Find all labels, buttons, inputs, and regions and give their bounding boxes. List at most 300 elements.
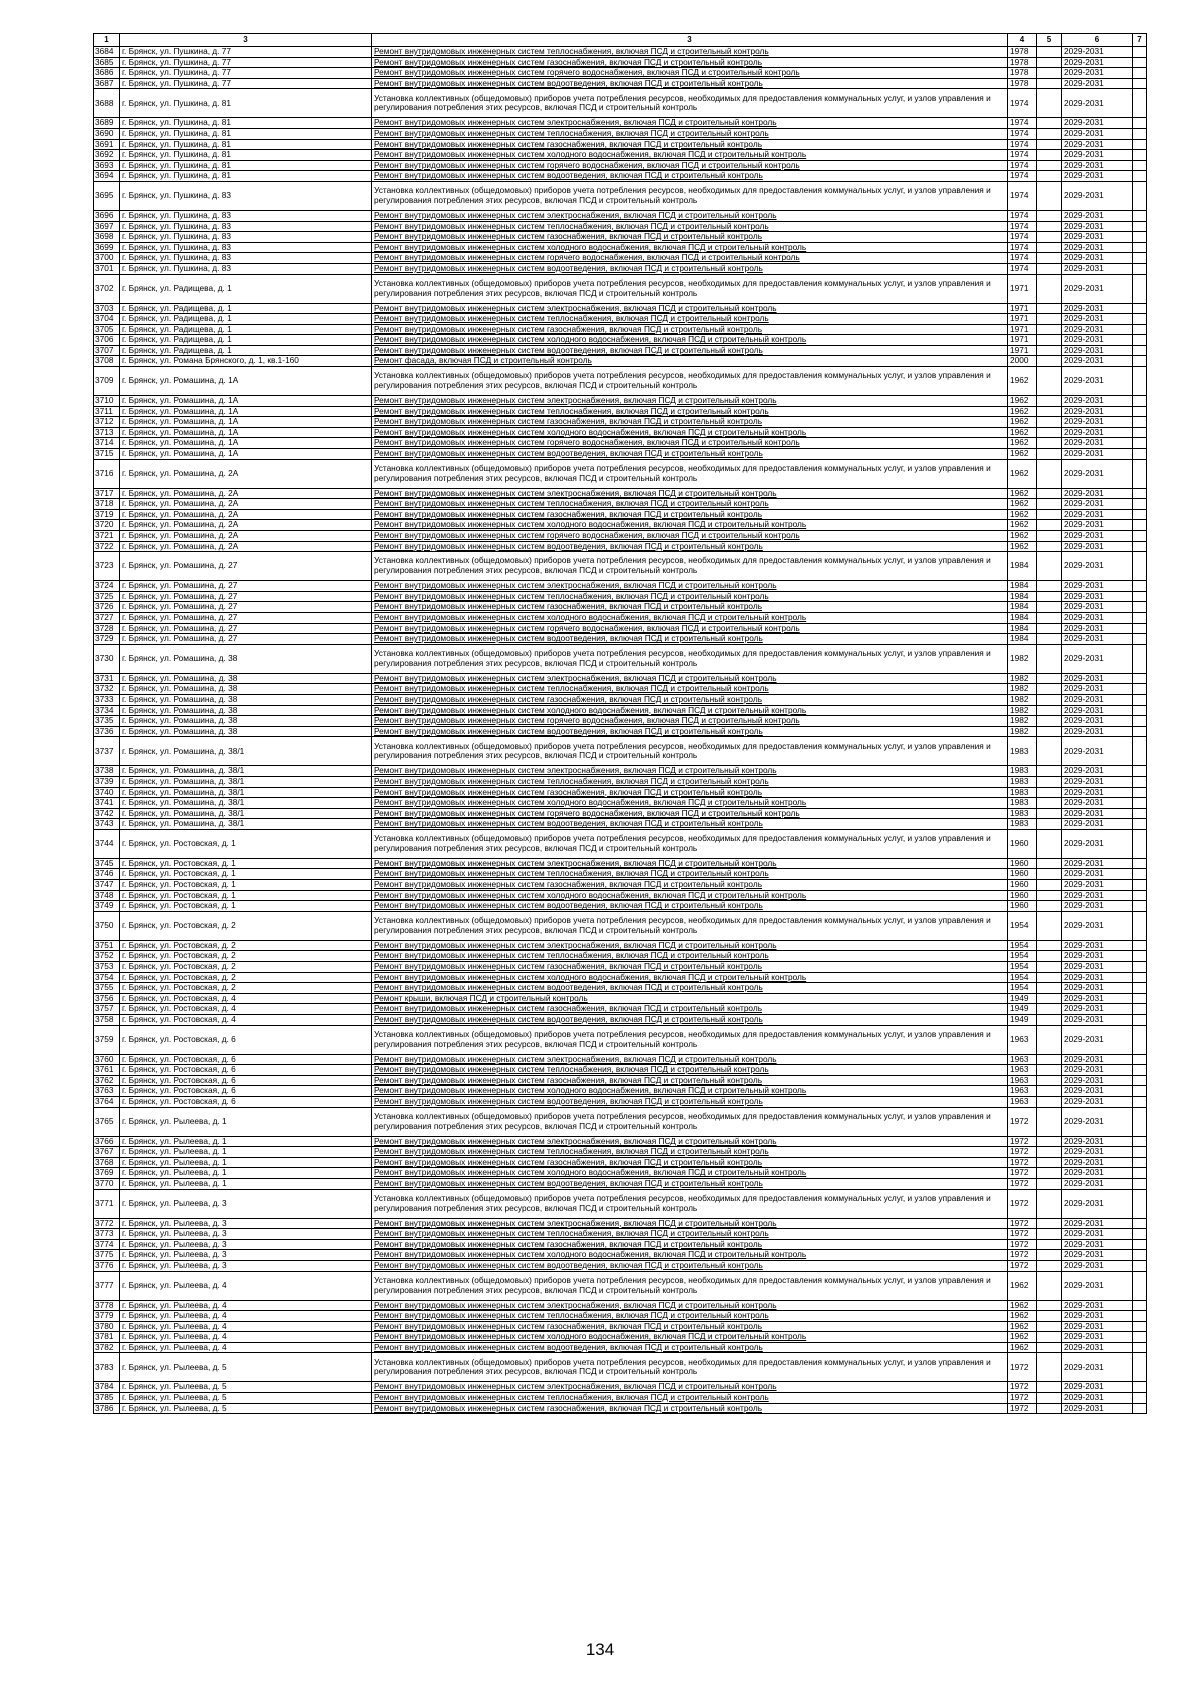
row-work: Установка коллективных (общедомовых) приборов учета потребления ресурсов, необходимых для предоставления коммунальных услуг, и узлов управления и регулирования потребления этих ресурсов, включая ПСД и строительный контроль (372, 552, 1008, 581)
row-period: 2029-2031 (1062, 181, 1133, 210)
row-number: 3700 (94, 253, 120, 264)
row-address: г. Брянск, ул. Ростовская, д. 6 (120, 1075, 372, 1086)
row-address: г. Брянск, ул. Рылеева, д. 1 (120, 1168, 372, 1179)
row-address: г. Брянск, ул. Рылеева, д. 5 (120, 1353, 372, 1382)
row-year: 1984 (1008, 634, 1037, 645)
row-work: Ремонт внутридомовых инженерных систем горячего водоснабжения, включая ПСД и строительный контроль (372, 438, 1008, 449)
row-number: 3730 (94, 644, 120, 673)
row-address: г. Брянск, ул. Пушкина, д. 83 (120, 253, 372, 264)
row-address: г. Брянск, ул. Рылеева, д. 3 (120, 1229, 372, 1240)
row-address: г. Брянск, ул. Ростовская, д. 4 (120, 993, 372, 1004)
row-number: 3776 (94, 1260, 120, 1271)
row-work: Ремонт внутридомовых инженерных систем теплоснабжения, включая ПСД и строительный контроль (372, 1229, 1008, 1240)
table-row (94, 880, 1147, 891)
row-year: 1960 (1008, 880, 1037, 891)
row-address: г. Брянск, ул. Рылеева, д. 5 (120, 1393, 372, 1404)
row-year: 1972 (1008, 1239, 1037, 1250)
row-col7 (1133, 673, 1147, 684)
table-row (94, 118, 1147, 129)
row-year: 1962 (1008, 367, 1037, 396)
row-col5 (1037, 673, 1062, 684)
row-period: 2029-2031 (1062, 634, 1133, 645)
row-year: 1962 (1008, 520, 1037, 531)
table-row (94, 1353, 1147, 1382)
row-year: 1954 (1008, 911, 1037, 940)
row-work: Ремонт внутридомовых инженерных систем электроснабжения, включая ПСД и строительный контроль (372, 210, 1008, 221)
row-year: 1974 (1008, 160, 1037, 171)
row-col7 (1133, 858, 1147, 869)
row-col7 (1133, 139, 1147, 150)
row-address: г. Брянск, ул. Рылеева, д. 3 (120, 1189, 372, 1218)
row-number: 3693 (94, 160, 120, 171)
table-row (94, 766, 1147, 777)
row-col7 (1133, 345, 1147, 356)
row-work: Ремонт внутридомовых инженерных систем водоотведения, включая ПСД и строительный контроль (372, 1260, 1008, 1271)
row-col5 (1037, 716, 1062, 727)
row-year: 1972 (1008, 1260, 1037, 1271)
row-address: г. Брянск, ул. Ростовская, д. 6 (120, 1086, 372, 1097)
row-address: г. Брянск, ул. Ромашина, д. 38 (120, 673, 372, 684)
table-row (94, 232, 1147, 243)
row-number: 3733 (94, 694, 120, 705)
row-col7 (1133, 766, 1147, 777)
row-number: 3694 (94, 171, 120, 182)
row-year: 1972 (1008, 1178, 1037, 1189)
row-col7 (1133, 612, 1147, 623)
row-number: 3739 (94, 776, 120, 787)
row-col7 (1133, 118, 1147, 129)
row-number: 3755 (94, 983, 120, 994)
row-work: Ремонт крыши, включая ПСД и строительный контроль (372, 993, 1008, 1004)
row-year: 1974 (1008, 171, 1037, 182)
row-period: 2029-2031 (1062, 1229, 1133, 1240)
row-year: 1984 (1008, 612, 1037, 623)
row-number: 3745 (94, 858, 120, 869)
row-period: 2029-2031 (1062, 406, 1133, 417)
row-number: 3709 (94, 367, 120, 396)
row-work: Ремонт внутридомовых инженерных систем газоснабжения, включая ПСД и строительный контроль (372, 787, 1008, 798)
row-col7 (1133, 1178, 1147, 1189)
row-period: 2029-2031 (1062, 602, 1133, 613)
row-col5 (1037, 1107, 1062, 1136)
table-row (94, 552, 1147, 581)
row-period: 2029-2031 (1062, 171, 1133, 182)
row-year: 1983 (1008, 798, 1037, 809)
row-year: 1962 (1008, 417, 1037, 428)
row-address: г. Брянск, ул. Пушкина, д. 83 (120, 221, 372, 232)
row-period: 2029-2031 (1062, 673, 1133, 684)
row-number: 3708 (94, 356, 120, 367)
table-row (94, 520, 1147, 531)
table-row (94, 396, 1147, 407)
row-col5 (1037, 1218, 1062, 1229)
row-period: 2029-2031 (1062, 880, 1133, 891)
row-period: 2029-2031 (1062, 1353, 1133, 1382)
row-year: 1963 (1008, 1086, 1037, 1097)
table-row (94, 1332, 1147, 1343)
row-period: 2029-2031 (1062, 520, 1133, 531)
table-row (94, 602, 1147, 613)
row-work: Ремонт внутридомовых инженерных систем газоснабжения, включая ПСД и строительный контроль (372, 1075, 1008, 1086)
row-number: 3691 (94, 139, 120, 150)
table-row (94, 858, 1147, 869)
row-work: Ремонт внутридомовых инженерных систем водоотведения, включая ПСД и строительный контроль (372, 634, 1008, 645)
row-work: Установка коллективных (общедомовых) приборов учета потребления ресурсов, необходимых для предоставления коммунальных услуг, и узлов управления и регулирования потребления этих ресурсов, включая ПСД и строительный контроль (372, 89, 1008, 118)
row-col7 (1133, 993, 1147, 1004)
row-work: Установка коллективных (общедомовых) приборов учета потребления ресурсов, необходимых для предоставления коммунальных услуг, и узлов управления и регулирования потребления этих ресурсов, включая ПСД и строительный контроль (372, 181, 1008, 210)
row-year: 1960 (1008, 858, 1037, 869)
table-row (94, 962, 1147, 973)
row-col7 (1133, 499, 1147, 510)
row-period: 2029-2031 (1062, 951, 1133, 962)
row-number: 3774 (94, 1239, 120, 1250)
row-year: 1962 (1008, 499, 1037, 510)
row-work: Ремонт внутридомовых инженерных систем газоснабжения, включая ПСД и строительный контроль (372, 57, 1008, 68)
table-row (94, 951, 1147, 962)
row-period: 2029-2031 (1062, 438, 1133, 449)
row-address: г. Брянск, ул. Ростовская, д. 1 (120, 869, 372, 880)
row-year: 1982 (1008, 684, 1037, 695)
table-row (94, 1107, 1147, 1136)
row-work: Ремонт внутридомовых инженерных систем теплоснабжения, включая ПСД и строительный контроль (372, 128, 1008, 139)
table-row (94, 47, 1147, 58)
row-col5 (1037, 541, 1062, 552)
row-col7 (1133, 253, 1147, 264)
row-period: 2029-2031 (1062, 1342, 1133, 1353)
row-work: Установка коллективных (общедомовых) приборов учета потребления ресурсов, необходимых для предоставления коммунальных услуг, и узлов управления и регулирования потребления этих ресурсов, включая ПСД и строительный контроль (372, 1353, 1008, 1382)
row-year: 1984 (1008, 552, 1037, 581)
table-row (94, 1218, 1147, 1229)
row-number: 3732 (94, 684, 120, 695)
row-work: Ремонт внутридомовых инженерных систем горячего водоснабжения, включая ПСД и строительный контроль (372, 623, 1008, 634)
row-work: Ремонт внутридомовых инженерных систем холодного водоснабжения, включая ПСД и строительный контроль (372, 890, 1008, 901)
row-col7 (1133, 57, 1147, 68)
row-number: 3729 (94, 634, 120, 645)
row-col5 (1037, 459, 1062, 488)
row-year: 1972 (1008, 1147, 1037, 1158)
row-number: 3724 (94, 581, 120, 592)
row-work: Ремонт внутридомовых инженерных систем водоотведения, включая ПСД и строительный контроль (372, 449, 1008, 460)
row-work: Ремонт внутридомовых инженерных систем электроснабжения, включая ПСД и строительный контроль (372, 1136, 1008, 1147)
row-address: г. Брянск, ул. Пушкина, д. 81 (120, 118, 372, 129)
row-number: 3752 (94, 951, 120, 962)
row-period: 2029-2031 (1062, 449, 1133, 460)
row-year: 1974 (1008, 242, 1037, 253)
row-period: 2029-2031 (1062, 1393, 1133, 1404)
row-col7 (1133, 716, 1147, 727)
row-period: 2029-2031 (1062, 221, 1133, 232)
row-col7 (1133, 427, 1147, 438)
row-year: 1972 (1008, 1250, 1037, 1261)
table-row (94, 694, 1147, 705)
row-col7 (1133, 78, 1147, 89)
row-year: 1962 (1008, 1332, 1037, 1343)
row-period: 2029-2031 (1062, 787, 1133, 798)
row-address: г. Брянск, ул. Пушкина, д. 81 (120, 171, 372, 182)
row-col7 (1133, 644, 1147, 673)
row-period: 2029-2031 (1062, 417, 1133, 428)
table-row (94, 1342, 1147, 1353)
row-address: г. Брянск, ул. Романа Брянского, д. 1, кв.1-160 (120, 356, 372, 367)
row-work: Ремонт внутридомовых инженерных систем водоотведения, включая ПСД и строительный контроль (372, 171, 1008, 182)
row-col5 (1037, 591, 1062, 602)
row-work: Ремонт внутридомовых инженерных систем теплоснабжения, включая ПСД и строительный контроль (372, 314, 1008, 325)
row-col5 (1037, 858, 1062, 869)
row-col7 (1133, 1239, 1147, 1250)
row-period: 2029-2031 (1062, 139, 1133, 150)
table-row (94, 737, 1147, 766)
row-work: Ремонт внутридомовых инженерных систем электроснабжения, включая ПСД и строительный контроль (372, 303, 1008, 314)
row-work: Ремонт внутридомовых инженерных систем холодного водоснабжения, включая ПСД и строительный контроль (372, 1168, 1008, 1179)
row-work: Ремонт внутридомовых инженерных систем электроснабжения, включая ПСД и строительный контроль (372, 581, 1008, 592)
row-number: 3741 (94, 798, 120, 809)
row-work: Ремонт внутридомовых инженерных систем электроснабжения, включая ПСД и строительный контроль (372, 396, 1008, 407)
row-number: 3765 (94, 1107, 120, 1136)
table-row (94, 808, 1147, 819)
row-col7 (1133, 356, 1147, 367)
row-work: Ремонт внутридомовых инженерных систем холодного водоснабжения, включая ПСД и строительный контроль (372, 705, 1008, 716)
row-work: Ремонт внутридомовых инженерных систем горячего водоснабжения, включая ПСД и строительный контроль (372, 808, 1008, 819)
row-year: 1978 (1008, 78, 1037, 89)
row-col7 (1133, 787, 1147, 798)
row-year: 1971 (1008, 314, 1037, 325)
row-col5 (1037, 940, 1062, 951)
row-number: 3728 (94, 623, 120, 634)
row-work: Ремонт внутридомовых инженерных систем газоснабжения, включая ПСД и строительный контроль (372, 1239, 1008, 1250)
row-col5 (1037, 634, 1062, 645)
table-row (94, 890, 1147, 901)
row-number: 3756 (94, 993, 120, 1004)
row-col7 (1133, 459, 1147, 488)
row-address: г. Брянск, ул. Ромашина, д. 27 (120, 602, 372, 613)
row-year: 1949 (1008, 1015, 1037, 1026)
row-period: 2029-2031 (1062, 314, 1133, 325)
row-number: 3723 (94, 552, 120, 581)
row-work: Ремонт внутридомовых инженерных систем теплоснабжения, включая ПСД и строительный контроль (372, 221, 1008, 232)
row-col5 (1037, 869, 1062, 880)
row-address: г. Брянск, ул. Ромашина, д. 38/1 (120, 819, 372, 830)
row-work: Ремонт внутридомовых инженерных систем горячего водоснабжения, включая ПСД и строительный контроль (372, 68, 1008, 79)
row-address: г. Брянск, ул. Радищева, д. 1 (120, 303, 372, 314)
row-col7 (1133, 449, 1147, 460)
row-address: г. Брянск, ул. Ромашина, д. 38/1 (120, 776, 372, 787)
row-address: г. Брянск, ул. Ростовская, д. 2 (120, 972, 372, 983)
row-number: 3782 (94, 1342, 120, 1353)
row-number: 3696 (94, 210, 120, 221)
row-year: 1982 (1008, 673, 1037, 684)
table-row (94, 1271, 1147, 1300)
row-period: 2029-2031 (1062, 694, 1133, 705)
row-address: г. Брянск, ул. Ромашина, д. 38/1 (120, 798, 372, 809)
row-address: г. Брянск, ул. Пушкина, д. 77 (120, 78, 372, 89)
row-period: 2029-2031 (1062, 1403, 1133, 1414)
row-col5 (1037, 499, 1062, 510)
row-year: 1963 (1008, 1075, 1037, 1086)
row-period: 2029-2031 (1062, 78, 1133, 89)
row-number: 3772 (94, 1218, 120, 1229)
row-period: 2029-2031 (1062, 552, 1133, 581)
row-work: Ремонт внутридомовых инженерных систем электроснабжения, включая ПСД и строительный контроль (372, 1218, 1008, 1229)
row-number: 3685 (94, 57, 120, 68)
row-number: 3759 (94, 1025, 120, 1054)
row-address: г. Брянск, ул. Ростовская, д. 2 (120, 911, 372, 940)
table-row (94, 1025, 1147, 1054)
row-address: г. Брянск, ул. Пушкина, д. 81 (120, 139, 372, 150)
row-col7 (1133, 128, 1147, 139)
row-number: 3689 (94, 118, 120, 129)
row-work: Ремонт внутридомовых инженерных систем теплоснабжения, включая ПСД и строительный контроль (372, 869, 1008, 880)
row-work: Ремонт внутридомовых инженерных систем электроснабжения, включая ПСД и строительный контроль (372, 766, 1008, 777)
row-address: г. Брянск, ул. Пушкина, д. 83 (120, 232, 372, 243)
row-work: Ремонт внутридомовых инженерных систем газоснабжения, включая ПСД и строительный контроль (372, 962, 1008, 973)
row-year: 1972 (1008, 1168, 1037, 1179)
row-col7 (1133, 1107, 1147, 1136)
row-col5 (1037, 221, 1062, 232)
row-col5 (1037, 829, 1062, 858)
row-number: 3785 (94, 1393, 120, 1404)
row-period: 2029-2031 (1062, 509, 1133, 520)
row-year: 1971 (1008, 303, 1037, 314)
row-col5 (1037, 160, 1062, 171)
row-period: 2029-2031 (1062, 1382, 1133, 1393)
row-number: 3746 (94, 869, 120, 880)
row-col7 (1133, 150, 1147, 161)
row-year: 1982 (1008, 726, 1037, 737)
row-period: 2029-2031 (1062, 644, 1133, 673)
row-year: 1962 (1008, 1342, 1037, 1353)
table-row (94, 263, 1147, 274)
table-row (94, 488, 1147, 499)
row-work: Ремонт внутридомовых инженерных систем теплоснабжения, включая ПСД и строительный контроль (372, 684, 1008, 695)
row-col7 (1133, 552, 1147, 581)
row-year: 1972 (1008, 1229, 1037, 1240)
row-col7 (1133, 68, 1147, 79)
row-col7 (1133, 1189, 1147, 1218)
row-period: 2029-2031 (1062, 1321, 1133, 1332)
row-period: 2029-2031 (1062, 232, 1133, 243)
table-row (94, 427, 1147, 438)
row-work: Ремонт внутридомовых инженерных систем газоснабжения, включая ПСД и строительный контроль (372, 509, 1008, 520)
row-col5 (1037, 1096, 1062, 1107)
row-address: г. Брянск, ул. Ромашина, д. 38 (120, 644, 372, 673)
table-row (94, 531, 1147, 542)
row-work: Установка коллективных (общедомовых) приборов учета потребления ресурсов, необходимых для предоставления коммунальных услуг, и узлов управления и регулирования потребления этих ресурсов, включая ПСД и строительный контроль (372, 829, 1008, 858)
table-row (94, 1382, 1147, 1393)
row-address: г. Брянск, ул. Ромашина, д. 1А (120, 396, 372, 407)
row-year: 1971 (1008, 324, 1037, 335)
row-year: 1974 (1008, 221, 1037, 232)
row-period: 2029-2031 (1062, 911, 1133, 940)
row-number: 3780 (94, 1321, 120, 1332)
row-work: Ремонт внутридомовых инженерных систем газоснабжения, включая ПСД и строительный контроль (372, 232, 1008, 243)
row-period: 2029-2031 (1062, 766, 1133, 777)
row-col5 (1037, 1271, 1062, 1300)
row-period: 2029-2031 (1062, 253, 1133, 264)
row-period: 2029-2031 (1062, 1300, 1133, 1311)
row-period: 2029-2031 (1062, 1025, 1133, 1054)
row-year: 1954 (1008, 940, 1037, 951)
row-year: 1954 (1008, 951, 1037, 962)
row-number: 3770 (94, 1178, 120, 1189)
row-address: г. Брянск, ул. Ромашина, д. 38/1 (120, 766, 372, 777)
row-work: Ремонт внутридомовых инженерных систем газоснабжения, включая ПСД и строительный контроль (372, 324, 1008, 335)
table-row (94, 1075, 1147, 1086)
row-col7 (1133, 1271, 1147, 1300)
row-number: 3690 (94, 128, 120, 139)
row-col7 (1133, 581, 1147, 592)
row-work: Ремонт внутридомовых инженерных систем электроснабжения, включая ПСД и строительный контроль (372, 1054, 1008, 1065)
row-col5 (1037, 57, 1062, 68)
row-work: Ремонт внутридомовых инженерных систем горячего водоснабжения, включая ПСД и строительный контроль (372, 531, 1008, 542)
row-col7 (1133, 962, 1147, 973)
row-col5 (1037, 417, 1062, 428)
row-number: 3686 (94, 68, 120, 79)
row-period: 2029-2031 (1062, 356, 1133, 367)
row-number: 3721 (94, 531, 120, 542)
row-number: 3697 (94, 221, 120, 232)
row-period: 2029-2031 (1062, 499, 1133, 510)
row-period: 2029-2031 (1062, 303, 1133, 314)
row-work: Ремонт внутридомовых инженерных систем водоотведения, включая ПСД и строительный контроль (372, 541, 1008, 552)
row-address: г. Брянск, ул. Ростовская, д. 2 (120, 962, 372, 973)
row-col5 (1037, 819, 1062, 830)
row-col7 (1133, 808, 1147, 819)
row-col7 (1133, 1403, 1147, 1414)
row-address: г. Брянск, ул. Ромашина, д. 38/1 (120, 737, 372, 766)
row-address: г. Брянск, ул. Ромашина, д. 1А (120, 449, 372, 460)
row-year: 1960 (1008, 829, 1037, 858)
table-row (94, 139, 1147, 150)
row-period: 2029-2031 (1062, 1136, 1133, 1147)
table-row (94, 1136, 1147, 1147)
row-col7 (1133, 1136, 1147, 1147)
row-col7 (1133, 181, 1147, 210)
row-col7 (1133, 406, 1147, 417)
row-work: Ремонт фасада, включая ПСД и строительный контроль (372, 356, 1008, 367)
row-period: 2029-2031 (1062, 1107, 1133, 1136)
row-number: 3726 (94, 602, 120, 613)
row-number: 3761 (94, 1065, 120, 1076)
row-col7 (1133, 776, 1147, 787)
row-number: 3738 (94, 766, 120, 777)
table-row (94, 1393, 1147, 1404)
table-row (94, 367, 1147, 396)
row-year: 1954 (1008, 983, 1037, 994)
row-col7 (1133, 232, 1147, 243)
row-address: г. Брянск, ул. Ромашина, д. 27 (120, 581, 372, 592)
row-col7 (1133, 1382, 1147, 1393)
row-number: 3702 (94, 274, 120, 303)
row-year: 1982 (1008, 644, 1037, 673)
row-period: 2029-2031 (1062, 57, 1133, 68)
table-row (94, 253, 1147, 264)
row-work: Ремонт внутридомовых инженерных систем электроснабжения, включая ПСД и строительный контроль (372, 118, 1008, 129)
row-period: 2029-2031 (1062, 118, 1133, 129)
row-col5 (1037, 581, 1062, 592)
document-sheet (93, 33, 1146, 1414)
row-col5 (1037, 171, 1062, 182)
row-work: Установка коллективных (общедомовых) приборов учета потребления ресурсов, необходимых для предоставления коммунальных услуг, и узлов управления и регулирования потребления этих ресурсов, включая ПСД и строительный контроль (372, 644, 1008, 673)
row-col7 (1133, 798, 1147, 809)
table-row (94, 1178, 1147, 1189)
row-col5 (1037, 776, 1062, 787)
row-address: г. Брянск, ул. Ростовская, д. 2 (120, 951, 372, 962)
row-number: 3699 (94, 242, 120, 253)
row-address: г. Брянск, ул. Ростовская, д. 1 (120, 829, 372, 858)
row-period: 2029-2031 (1062, 68, 1133, 79)
row-col5 (1037, 890, 1062, 901)
row-year: 1971 (1008, 274, 1037, 303)
